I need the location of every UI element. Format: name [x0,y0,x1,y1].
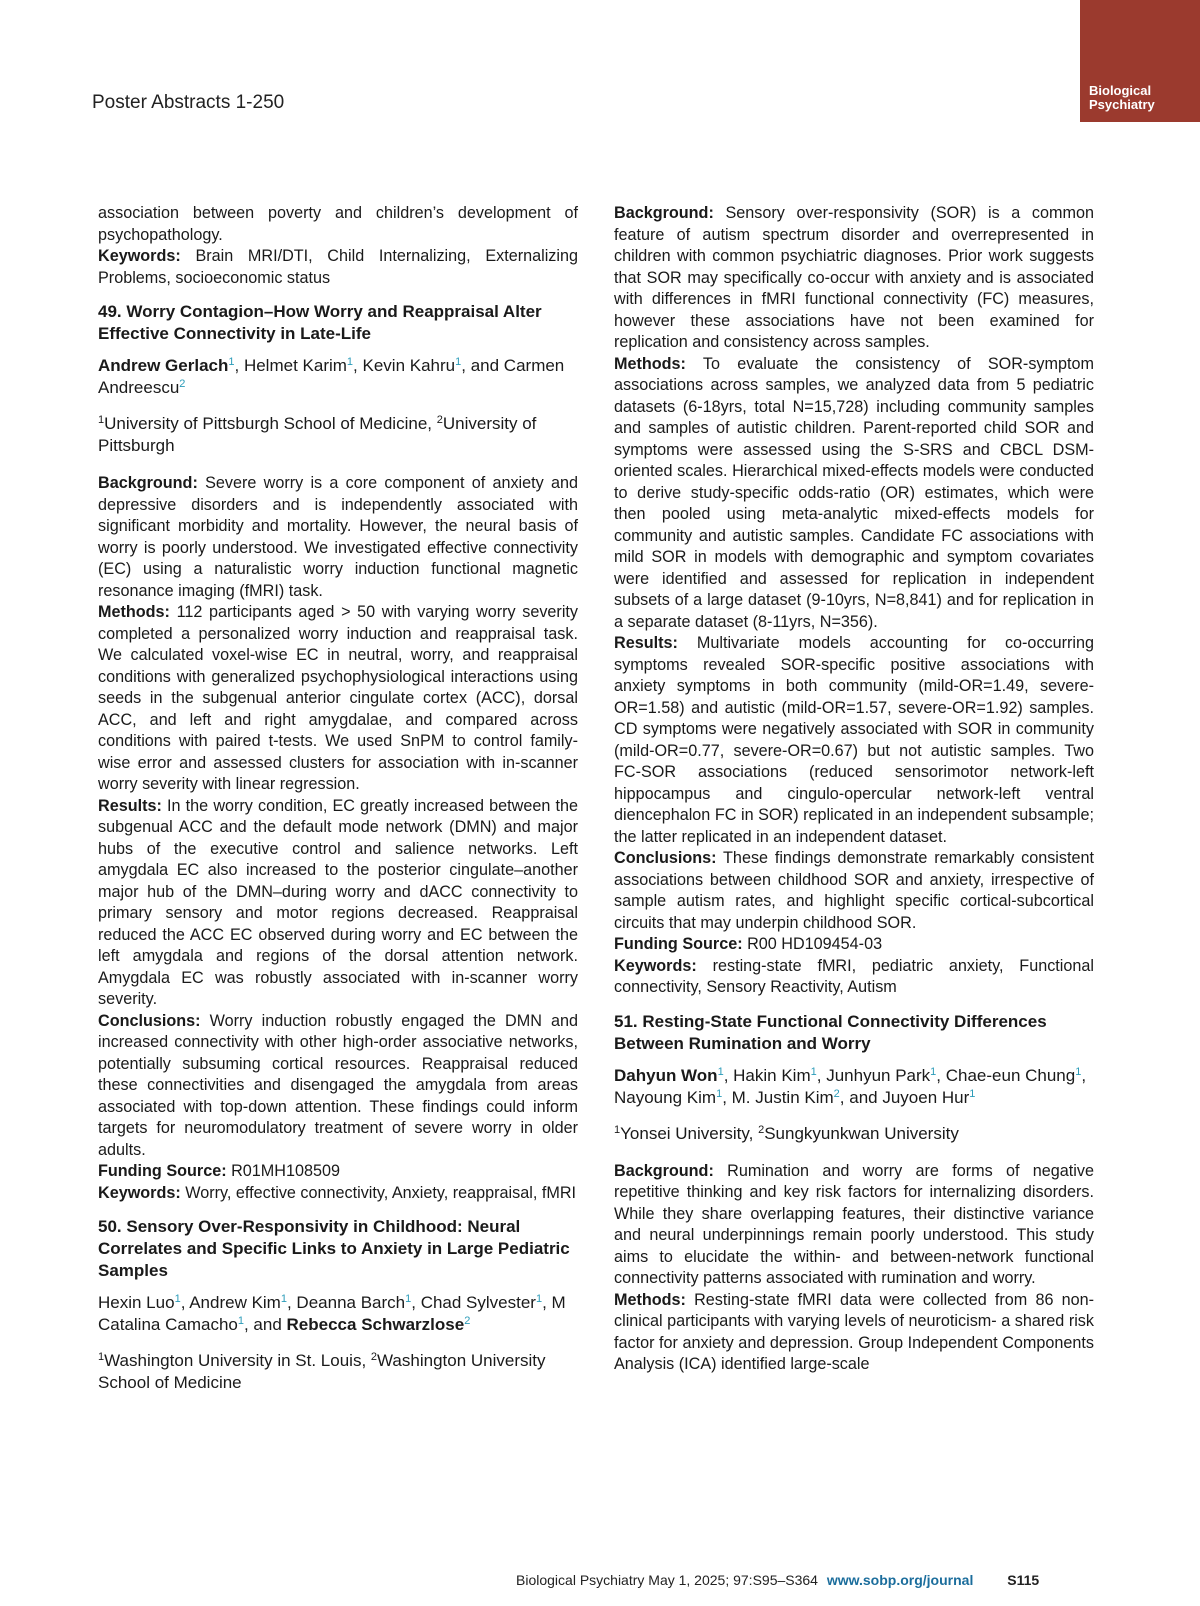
methods-text: Resting-state fMRI data were collected from 86 non-clinical participants with varying levels of neuroticism- a shared risk factor for anxiety and depression. Group Independent Components Analysis (ICA) identified large-scale [614,1290,1095,1373]
affiliation-name: Washington University in St. Louis, [104,1351,371,1370]
abstract-50-methods [614,354,1094,634]
affiliation-name: Sungkyunkwan University [764,1123,959,1143]
author-name: Chad Sylvester [420,1293,536,1312]
author-affiliation-mark: 1 [405,1293,412,1305]
background-text: Sensory over-responsivity (SOR) is a common feature of autism spectrum disorder and overrepresented in children with common psychiatric diagnoses. Prior work suggests that SOR may specifically co-occur with anxiety and is associated with differences in fMRI functional connectivity (FC) measures, however these associations have not been examined for replication and consistency across samples. [614,204,1095,351]
author-name: Carmen Andreescu [98,356,565,397]
keywords-text: Worry, effective connectivity, Anxiety, reappraisal, fMRI [185,1183,577,1202]
background-text: Severe worry is a core component of anxiety and depressive disorders and is independently associated with significant morbidity and mortality. However, the neural basis of worry is poorly understood. We investigated effective connectivity (EC) using a naturalistic worry induction functional magnetic resonance imaging (fMRI) task. [98,474,578,600]
affiliation-mark: 1 [98,1351,105,1363]
abstract-49-keywords [98,1183,578,1205]
funding-label: Funding Source: [98,1162,227,1180]
author-affiliation-mark: 1 [930,1065,937,1078]
author-affiliation-mark: 2 [179,378,186,390]
author-separator: , [411,1293,421,1312]
author-separator: , [286,1293,297,1312]
abstract-50-results [614,633,1094,848]
abstract-50-keywords [614,956,1094,999]
abstract-50-funding [614,934,1094,956]
results-label: Results: [98,796,162,815]
affiliation-name: Washington University School of Medicine [98,1351,546,1392]
author-separator: , [180,1293,190,1312]
page-number: S115 [1007,1572,1040,1588]
author-name: Dahyun Won [614,1065,718,1085]
author-affiliation-mark: 1 [810,1065,817,1078]
results-text: Multivariate models accounting for co-occurring symptoms revealed SOR-specific positive associations with anxiety symptoms in both community (mild-OR=1.49, severe-OR=1.58) and autistic (mild-OR=1.57, severe-OR=1.92) samples. CD symptoms were negatively associated with SOR in community (mild-OR=0.77, severe-OR=0.67) but not autistic samples. Two FC-SOR associations (reduced sensorimotor network-left hippocampus and cingulo-opercular network-left ventral diencephalon FC in SOR) replicated in an independent subsample; the latter replicated in an independent dataset. [614,634,1095,846]
abstract-49-conclusions [98,1011,578,1162]
continuation-text: association between poverty and children’s development of psychopathology. [98,204,578,244]
conclusions-text: These findings demonstrate remarkably consistent associations between childhood SOR and anxiety, irrespective of sample autism rates, and highlight specific cortical-subcortical circuits that may underpin childhood SOR. [614,849,1094,932]
author-name: Hakin Kim [733,1065,811,1085]
author-name: Rebecca Schwarzlose [286,1315,465,1334]
author-name: Chae-eun Chung [945,1065,1076,1085]
funding-label: Funding Source: [614,935,743,953]
author-affiliation-mark: 1 [455,356,462,368]
background-label: Background: [614,204,714,222]
author-affiliation-mark: 1 [174,1293,181,1305]
affiliation-mark: 1 [98,414,105,426]
methods-label: Methods: [98,603,170,621]
abstract-49-results [98,796,578,1011]
abstract-49-background [98,473,578,602]
author-affiliation-mark: 1 [717,1065,724,1078]
keywords-text: Brain MRI/DTI, Child Internalizing, Externalizing Problems, socioeconomic status [98,247,578,287]
running-title: Poster Abstracts 1-250 [92,92,285,113]
page-footer [516,1572,1039,1588]
conclusions-label: Conclusions: [614,849,717,867]
author-separator: , and [461,356,504,375]
abstract-49-methods [98,602,578,796]
results-label: Results: [614,634,678,652]
funding-text: R01MH108509 [231,1162,340,1180]
abstract-50-affiliations [98,1350,578,1394]
author-name: Junhyun Park [826,1065,931,1085]
author-name: M. Justin Kim [731,1087,834,1107]
author-affiliation-mark: 1 [716,1087,723,1100]
methods-label: Methods: [614,1290,686,1309]
journal-url-link[interactable]: www.sobp.org/journal [826,1572,974,1588]
author-name: Juyoen Hur [882,1087,970,1107]
author-name: Kevin Kahru [362,356,456,375]
abstract-49-authors [98,355,578,399]
author-separator: , [723,1065,734,1085]
left-column [98,203,578,1410]
author-separator: , and [243,1315,287,1334]
abstract-51-affiliations [614,1123,1094,1145]
author-name: Helmet Karim [243,356,347,375]
background-text: Rumination and worry are forms of negative repetitive thinking and key risk factors for internalizing disorders. While they share overlapping features, their distinctive variance and neural underpinnings remain poorly understood. This study aims to elucidate the within- and between-network functional connectivity patterns associated with rumination and worry. [614,1161,1094,1287]
author-separator: , [353,356,363,375]
author-affiliation-mark: 1 [346,356,354,368]
author-name: Hexin Luo [98,1293,175,1312]
author-name: Andrew Gerlach [98,356,229,375]
conclusions-text: Worry induction robustly engaged the DMN and increased connectivity with other high-order associative networks, potentially subsuming cortical resources. Reappraisal reduced these connectivities and disengaged the amygdala from areas associated with top-down attention. These findings could inform targets for neuromodulatory treatment of severe worry in older adults. [98,1011,578,1159]
author-affiliation-mark: 1 [969,1087,976,1100]
author-separator: , [234,356,244,375]
author-affiliation-mark: 1 [535,1293,543,1305]
affiliation-mark: 2 [758,1123,765,1136]
author-separator: , [1081,1065,1087,1085]
abstract-50-background [614,203,1094,354]
abstract-49-title: 49. Worry Contagion–How Worry and Reappraisal Alter Effective Connectivity in Late-Life [98,302,542,343]
conclusions-label: Conclusions: [98,1011,201,1030]
affiliation-mark: 2 [370,1351,378,1363]
methods-text: To evaluate the consistency of SOR-symptom associations across samples, we analyzed data from 5 pediatric datasets (6-18yrs, total N=15,728) including community samples and samples of autistic children. Parent-reported child SOR and symptoms were assessed using the S-SRS and CBCL DSM-oriented scales. Hierarchical mixed-effects models were conducted to derive study-specific odds-ratio (OR) estimates, which were then pooled using meta-analytic mixed-effects models for community and autistic samples. Candidate FC associations with mild SOR in models with demographic and symptom covariates were identified and assessed for replication in independent subsets of a large dataset (9-10yrs, N=8,841) and for replication in a separate dataset (8-11yrs, N=356). [614,354,1094,631]
author-name: Andrew Kim [189,1293,281,1312]
results-text: In the worry condition, EC greatly increased between the subgenual ACC and the default mode network (DMN) and major hubs of the executive control and salience networks. Left amygdala EC also increased to the posterior cingulate–another major hub of the DMN–during worry and dACC connectivity to primary sensory and motor regions decreased. Reappraisal reduced the ACC EC observed during worry and EC between the left amygdala and regions of the dorsal attention network. Amygdala EC was robustly associated with in-scanner worry severity. [98,796,579,1008]
background-label: Background: [614,1161,714,1180]
abstract-51-methods [614,1290,1094,1376]
author-affiliation-mark: 2 [833,1087,840,1100]
affiliation-name: University of Pittsburgh School of Medicine, [104,414,437,433]
author-name: M Catalina Camacho [98,1293,566,1334]
journal-tab [1080,0,1200,122]
author-affiliation-mark: 2 [464,1315,471,1327]
methods-label: Methods: [614,354,686,373]
funding-text: R00 HD109454-03 [747,935,883,953]
author-affiliation-mark: 1 [237,1315,244,1327]
abstract-50-conclusions [614,848,1094,934]
affiliation-name: Yonsei University, [620,1123,759,1143]
abstract-51-background [614,1161,1094,1290]
author-name: Deanna Barch [296,1293,406,1312]
methods-text: 112 participants aged > 50 with varying worry severity completed a personalized worry induction and reappraisal task. We calculated voxel-wise EC in neutral, worry, and reappraisal conditions with generalized psychophysiological interactions using seeds in the subgenual anterior cingulate cortex (ACC), dorsal ACC, and left and right amygdalae, and compared across conditions with paired t-tests. We used SnPM to control family-wise error and assessed clusters for association with in-scanner worry severity with linear regression. [98,603,579,793]
keywords-text: resting-state fMRI, pediatric anxiety, Functional connectivity, Sensory Reactivity, Autism [614,956,1094,996]
abstract-49-affiliations [98,413,578,457]
author-affiliation-mark: 1 [228,356,235,368]
author-separator: , [542,1293,552,1312]
author-separator: , [722,1087,732,1107]
author-name: Nayoung Kim [614,1087,717,1107]
abstract-49-funding [98,1161,578,1183]
right-column [614,203,1094,1376]
continuation-keywords [98,246,578,289]
affiliation-mark: 2 [436,414,443,426]
author-separator: , [816,1065,827,1085]
abstract-50-title: 50. Sensory Over-Responsivity in Childhood: Neural Correlates and Specific Links to Anxiety in Large Pediatric Samples [98,1217,570,1280]
background-label: Background: [98,474,198,492]
author-separator: , and [839,1087,883,1107]
journal-tab-line-1: Biological [1089,83,1152,98]
affiliation-mark: 1 [614,1123,621,1136]
keywords-label: Keywords: [98,1183,181,1202]
abstract-50-authors [98,1292,578,1336]
author-affiliation-mark: 1 [1075,1065,1082,1078]
affiliation-name: University of Pittsburgh [98,414,537,455]
author-affiliation-mark: 1 [280,1293,287,1305]
author-separator: , [936,1065,946,1085]
keywords-label: Keywords: [98,247,181,265]
journal-tab-line-2: Psychiatry [1089,97,1155,112]
footer-citation: Biological Psychiatry May 1, 2025; 97:S95–S364 [516,1572,818,1588]
abstract-51-authors [614,1065,1094,1109]
abstract-51-title: 51. Resting-State Functional Connectivity Differences Between Rumination and Worry [614,1011,1047,1053]
keywords-label: Keywords: [614,956,697,975]
